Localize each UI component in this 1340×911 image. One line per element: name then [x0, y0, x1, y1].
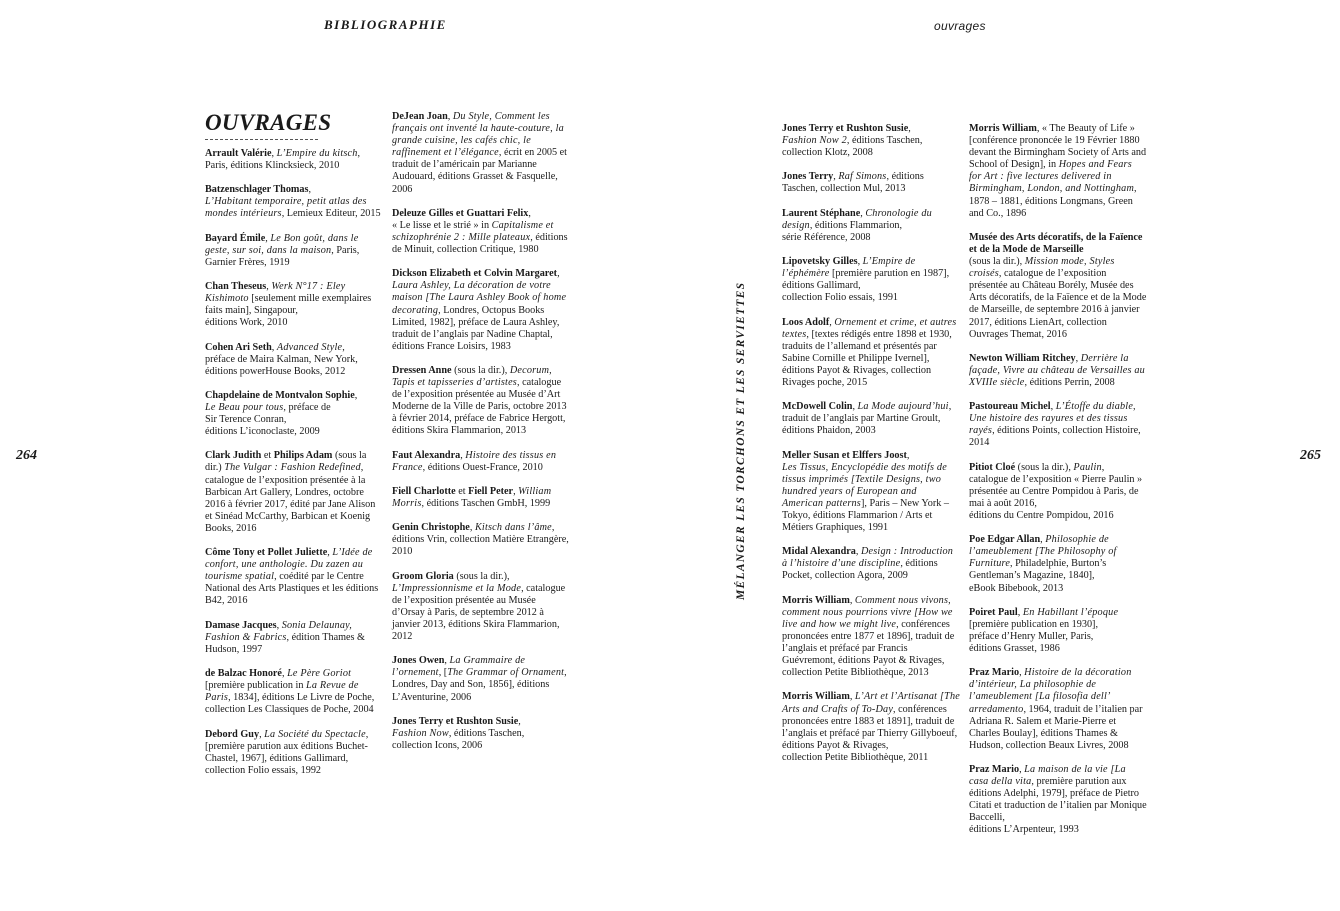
entry-author: Chan Theseus [205, 281, 267, 293]
bibliography-entry [969, 764, 1147, 837]
entry-details: , [1075, 352, 1081, 364]
entry-details: eBook Bibebook, 2013 [969, 582, 1064, 594]
entry-details: (sous la dir.), [453, 570, 510, 582]
entry-author: Jones Terry et Rushton Susie [782, 123, 909, 134]
entry-details: , catalogue de l’exposition présentée au Musée d’Art Moderne de la Ville de Paris, octobre 2013 à février 2014, préface de Fabrice Hergott, éditions Skira Flammarion, 2013 [392, 377, 567, 437]
bibliography-entry [782, 317, 960, 390]
bibliography-column-4 [969, 123, 1147, 849]
entry-title: The Grammar of Ornament [447, 667, 565, 679]
bibliography-entry [205, 342, 383, 378]
entry-title: Le Bon goût, dans le geste, sur soi, dans la maison [205, 232, 359, 256]
entry-details: , [557, 268, 560, 280]
entry-details: éditions Grasset, 1986 [969, 643, 1060, 655]
entry-details: , [857, 256, 863, 268]
bibliography-entry [392, 268, 570, 353]
entry-details: , [265, 232, 271, 244]
bibliography-entry [969, 123, 1147, 220]
bibliography-entry [392, 486, 570, 510]
entry-details: éditions du Centre Pompidou, 2016 [969, 510, 1114, 521]
entry-title: Capitalisme et schizophrénie 2 : Mille plateaux [392, 219, 554, 243]
entry-author: Pitiot Cloé [969, 461, 1016, 473]
entry-details: , conférences prononcées entre 1883 et 1891], traduit de l’anglais et préfacé par Thierry Gillyboeuf, [782, 703, 958, 739]
entry-details: , éditions Pocket, collection Agora, 2009 [782, 558, 938, 582]
entry-details: [seulement mille exemplaires faits main], Singapour, [205, 293, 372, 317]
entry-details: , traduit de l’anglais par Martine Groult, éditions Phaidon, 2003 [782, 401, 952, 437]
entry-title: Advanced Style [276, 341, 343, 353]
entry-details: , [908, 123, 911, 134]
entry-details: ], Paris – New York – Tokyo, éditions Flammarion / Arts et Métiers Graphiques, 1991 [782, 497, 949, 534]
bibliography-entry [969, 401, 1147, 449]
entry-title: L’Impressionnisme et la Mode [392, 582, 522, 594]
entry-title: Laura Ashley, La décoration de votre maison [The Laura Ashley Book of home decorating [392, 280, 567, 316]
entry-title: Fashion Now 2 [782, 135, 847, 147]
entry-author: Fiell Peter [468, 485, 514, 497]
entry-details: , Lemieux Editeur, 2015 [281, 208, 381, 220]
entry-details: , [259, 728, 265, 740]
entry-title: L’Étoffe du diable, Une histoire des rayures et des tissus rayés [969, 401, 1136, 437]
entry-details: , [849, 594, 855, 606]
entry-title: Comment nous vivons, comment nous pourrions vivre [How we live and how we might live [782, 594, 953, 630]
entry-author: Fiell Charlotte [392, 485, 456, 497]
entry-details: , [271, 148, 277, 159]
section-title-divider [205, 139, 318, 140]
entry-details: , [1101, 461, 1105, 473]
entry-author: Musée des Arts décoratifs, de la Faïence et de la Mode de Marseille [969, 231, 1143, 255]
entry-author: Morris William [969, 123, 1037, 134]
entry-author: Genin Christophe [392, 522, 470, 534]
entry-details: , écrit en 2005 et traduit de l’américain par Marianne Audouard, éditions Grasset & Fasquelle, 2006 [392, 147, 568, 195]
entry-details: , [327, 547, 333, 559]
entry-title: Ornement et crime, et autres textes [782, 316, 957, 340]
entry-details: , [551, 522, 555, 534]
entry-details: , [518, 715, 521, 727]
bibliography-entry [205, 547, 383, 607]
entry-details: , [855, 546, 861, 558]
entry-details: , [textes rédigés entre 1898 et 1930, traduits de l’allemand et présentés par Sabine Cornille et Philippe Ivernel], éditions Payot & Rivages, collection Rivages poche, 2015 [782, 328, 952, 388]
entry-details: , 1878 – 1881, éditions Longmans, Green and Co., 1896 [969, 183, 1137, 219]
entry-details: , catalogue de l’exposition présentée au Musée d’Orsay à Paris, de septembre 2012 à janvier 2013, éditions Skira Flammarion, 2012 [392, 582, 566, 643]
entry-details: (sous la dir.) [205, 450, 367, 474]
entry-details: « Le lisse et le strié » in [392, 219, 492, 231]
entry-details: , [1019, 763, 1025, 775]
entry-title: En Habillant l’époque [1022, 606, 1119, 618]
bibliography-entry [782, 208, 960, 244]
entry-details: [première parution aux éditions Buchet-Chastel, 1967], éditions Gallimard, collection Folio essais, 1992 [205, 740, 368, 776]
entry-details: série Référence, 2008 [782, 231, 871, 243]
entry-title: Werk N°17 : Eley Kishimoto [205, 281, 346, 305]
bibliography-entry [782, 123, 960, 159]
entry-author: Arrault Valérie [205, 148, 272, 159]
entry-author: Faut Alexandra [392, 449, 461, 461]
entry-details: , [829, 316, 835, 328]
entry-details: et [455, 485, 469, 497]
entry-details: , [276, 619, 282, 631]
bibliography-entry [205, 184, 383, 220]
entry-details: collection Petite Bibliothèque, 2011 [782, 751, 929, 763]
entry-details: , [528, 207, 531, 219]
bibliography-column-1 [205, 148, 383, 789]
entry-details: , [365, 728, 369, 740]
entry-details: , éditions Flammarion, [809, 219, 903, 231]
bibliography-column-3 [782, 123, 960, 776]
entry-details: [première publication en 1930], [969, 618, 1098, 630]
entry-details: catalogue de l’exposition « Pierre Paulin » présentée au Centre Pompidou à Paris, de mai à août 2016, [969, 473, 1143, 509]
entry-author: de Balzac Honoré [205, 668, 282, 680]
entry-details: , [357, 148, 361, 159]
bibliography-entry [205, 729, 383, 777]
entry-details: éditions Work, 2010 [205, 317, 288, 329]
bibliography-entry [782, 256, 960, 304]
entry-details: [première parution en 1987], [829, 268, 950, 280]
entry-details: , 1964, traduit de l’italien par Adriana R. Salem et Marie-Pierre et Charles Boulay], éditions Thames & Hudson, collection Beaux Livres, 2008 [969, 703, 1143, 751]
bibliography-entry [969, 462, 1147, 522]
entry-author: Morris William [782, 691, 850, 703]
entry-details: , [308, 184, 312, 196]
bibliography-entry [392, 365, 570, 438]
bibliography-entry [782, 595, 960, 680]
entry-title: La Revue de Paris [205, 680, 359, 704]
entry-author: Damase Jacques [205, 619, 277, 631]
bibliography-entry [392, 522, 570, 558]
entry-details: , [852, 401, 858, 413]
entry-details: et [261, 450, 274, 462]
section-title: OUVRAGES [205, 110, 332, 135]
entry-author: Clark Judith [205, 450, 262, 462]
entry-author: Loos Adolf [782, 316, 830, 328]
entry-details: éditions Gallimard, [782, 280, 861, 292]
entry-title: L’Habitant temporaire, petit atlas des mondes intérieurs [205, 196, 367, 220]
entry-details: , éditions Taschen, [448, 727, 525, 739]
entry-details: Paris, éditions Klincksieck, 2010 [205, 160, 340, 172]
entry-author: Morris William [782, 594, 850, 606]
entry-details: , éditions Points, collection Histoire, 2014 [969, 425, 1141, 449]
page-number-right: 265 [1300, 448, 1321, 463]
entry-author: Debord Guy [205, 728, 260, 740]
entry-details: , Philadelphie, Burton’s Gentleman’s Magazine, 1840], [969, 558, 1107, 582]
entry-details: , [1040, 534, 1046, 546]
entry-title: L’Idée de confort, une anthologie. Du zazen au tourisme spatial [205, 547, 373, 583]
entry-details: , [444, 655, 450, 667]
entry-author: Dressen Anne [392, 364, 452, 376]
entry-details: , [849, 691, 855, 703]
entry-author: Poiret Paul [969, 606, 1018, 618]
bibliography-entry [205, 450, 383, 535]
entry-details: , [281, 668, 288, 680]
entry-details: (sous la dir.), [451, 364, 510, 376]
entry-details: , [513, 485, 519, 497]
entry-title: Raf Simons [838, 171, 887, 183]
entry-title: Kitsch dans l’âme [474, 522, 552, 534]
entry-details: collection Folio essais, 1991 [782, 292, 899, 304]
entry-author: Jones Owen [392, 655, 445, 667]
vertical-spine-title: MÉLANGER LES TORCHONS ET LES SERVIETTES [735, 281, 747, 600]
entry-author: Meller Susan et Elffers Joost [782, 449, 907, 461]
entry-author: Philips Adam [273, 450, 333, 462]
entry-author: Groom Gloria [392, 570, 454, 582]
entry-author: Jones Terry [782, 171, 834, 183]
entry-details: , éditions Ouest-France, 2010 [422, 461, 543, 473]
entry-title: Philosophie de l’ameublement [The Philosophy of Furniture [969, 534, 1117, 570]
entry-details: , [1019, 667, 1025, 679]
bibliography-entry [969, 607, 1147, 655]
entry-details: , [447, 111, 453, 122]
entry-title: The Vulgar : Fashion Redefined [224, 462, 361, 474]
entry-author: Cohen Ari Seth [205, 341, 272, 353]
entry-details: préface d’Henry Muller, Paris, [969, 630, 1094, 642]
entry-title: Du Style, Comment les français ont inventé la haute-couture, la grande cuisine, les cafés chic, le raffinement et l’élégance [392, 111, 564, 159]
entry-title: La maison de la vie [La casa della vita [969, 763, 1126, 788]
entry-details: Sir Terence Conran, [205, 414, 287, 426]
bibliography-entry [782, 171, 960, 195]
entry-details: , préface de [283, 401, 331, 413]
entry-title: Le Père Goriot [287, 668, 352, 680]
entry-author: Bayard Émile [205, 232, 266, 244]
entry-details: , édition Thames & Hudson, 1997 [205, 631, 365, 655]
entry-details: préface de Maira Kalman, New York, éditions powerHouse Books, 2012 [205, 353, 358, 377]
entry-details: , Paris, Garnier Frères, 1919 [205, 244, 360, 268]
entry-title: Mission mode, Styles croisés [969, 256, 1115, 280]
entry-title: La Grammaire de l’ornement [392, 655, 526, 679]
entry-author: Midal Alexandra [782, 546, 856, 558]
entry-details: , conférences prononcées entre 1877 et 1896], traduit de l’anglais et préfacé par Francis Guévremont, éditions Payot & Rivages, collection Petite Bibliothèque, 2013 [782, 618, 955, 679]
entry-title: Les Tissus, Encyclopédie des motifs de tissus imprimés [Textile Designs, two hundred years of European and American patterns [782, 461, 947, 509]
bibliography-entry [969, 353, 1147, 389]
bibliography-entry [205, 148, 383, 172]
entry-details: , 1834], éditions Le Livre de Poche, collection Les Classiques de Poche, 2004 [205, 692, 375, 716]
bibliography-entry [782, 546, 960, 582]
entry-details: , coédité par le Centre National des Arts Plastiques et les éditions B42, 2016 [205, 571, 379, 607]
entry-author: Deleuze Gilles et Guattari Felix [392, 207, 529, 219]
entry-author: Batzenschlager Thomas [205, 184, 309, 196]
entry-author: Jones Terry et Rushton Susie [392, 715, 519, 727]
entry-details: , [ [438, 667, 448, 679]
entry-details: collection Klotz, 2008 [782, 147, 873, 159]
entry-details: éditions Vrin, collection Matière Etrangère, 2010 [392, 534, 569, 558]
entry-author: Newton William Ritchey [969, 352, 1076, 364]
entry-details: , catalogue de l’exposition présentée au Château Borély, Musée des Arts décoratifs, de la Faïence et de la Mode de Marseille, de septembre 2016 à janvier 2017, éditions LienArt, collection Ouvrages Themat, 2016 [969, 268, 1147, 340]
entry-author: Lipovetsky Gilles [782, 256, 858, 268]
entry-title: Sonia Delaunay, Fashion & Fabrics [205, 619, 353, 643]
entry-title: Histoire de la décoration d’intérieur, La philosophie de l’ameublement [La filosofia dell’ arredamento [969, 667, 1132, 715]
entry-details: éditions L’Arpenteur, 1993 [969, 824, 1079, 836]
entry-author: McDowell Colin [782, 401, 853, 413]
running-header-right: ouvrages [934, 19, 986, 33]
bibliography-entry [392, 450, 570, 474]
entry-title: Hopes and Fears for Art : five lectures delivered in Birmingham, London, and Nottingham [969, 159, 1134, 195]
entry-details: , éditions Taschen, collection Mul, 2013 [782, 171, 924, 195]
entry-details: , « The Beauty of Life » [conférence prononcée le 19 Février 1880 devant the Birmingham Society of Arts and School of Design], in [969, 123, 1147, 171]
bibliography-entry [205, 390, 383, 438]
entry-details: , [1017, 606, 1023, 618]
entry-title: Le Beau pour tous [205, 401, 284, 413]
bibliography-entry [392, 111, 570, 196]
entry-author: DeJean Joan [392, 111, 448, 122]
entry-details: , [833, 171, 839, 183]
entry-details: [première publication in [205, 680, 306, 692]
entry-details: , éditions de Minuit, collection Critique, 1980 [392, 231, 568, 256]
entry-details: collection Icons, 2006 [392, 739, 483, 751]
bibliography-entry [205, 620, 383, 656]
entry-details: , [271, 341, 277, 353]
entry-details: , [266, 281, 272, 293]
entry-author: Laurent Stéphane [782, 207, 861, 219]
entry-author: Pastoureau Michel [969, 401, 1051, 413]
entry-title: Decorum, Tapis et tapisseries d’artistes [392, 364, 552, 389]
entry-details: éditions L’iconoclaste, 2009 [205, 426, 320, 438]
page-number-left: 264 [16, 448, 37, 463]
running-header-left: BIBLIOGRAPHIE [324, 17, 447, 32]
entry-details: , éditions Perrin, 2008 [1024, 376, 1115, 388]
entry-details: (sous la dir.), [1015, 461, 1074, 473]
entry-details: , [354, 389, 358, 401]
entry-title: La Mode aujourd’hui [857, 401, 949, 413]
entry-author: Côme Tony et Pollet Juliette [205, 547, 328, 559]
entry-details: , Londres, Day and Son, 1856], éditions L’Aventurine, 2006 [392, 667, 567, 703]
entry-details: , éditions Taschen GmbH, 1999 [421, 498, 551, 509]
entry-details: , [460, 449, 466, 461]
bibliography-entry [205, 233, 383, 269]
bibliography-entry [782, 691, 960, 764]
bibliography-column-2 [392, 111, 570, 764]
entry-details: éditions Payot & Rivages, [782, 739, 889, 751]
entry-title: Fashion Now [392, 727, 449, 739]
entry-title: L’Empire de l’éphémère [782, 256, 916, 280]
entry-title: Paulin [1073, 461, 1102, 473]
bibliography-entry [205, 281, 383, 329]
entry-details: (sous la dir.), [969, 256, 1025, 268]
entry-details: , première parution aux éditions Adelphi, 1979], préface de Pietro Citati et traduction de l’italien par Monique Baccelli, [969, 776, 1147, 824]
bibliography-entry [782, 401, 960, 437]
entry-details: , [906, 449, 910, 461]
entry-details: , catalogue de l’exposition présentée à la Barbican Art Gallery, Londres, octobre 2016 à février 2017, édité par Jane Alison et Sinéad McCarthy, Barbican et Koenig Books, 2016 [205, 462, 376, 534]
entry-details: , [860, 207, 866, 219]
entry-author: Praz Mario [969, 667, 1020, 679]
entry-title: William Morris [392, 485, 552, 509]
bibliography-entry [969, 534, 1147, 594]
bibliography-entry [969, 667, 1147, 752]
entry-author: Poe Edgar Allan [969, 534, 1041, 546]
entry-details: , [469, 522, 475, 534]
entry-details: , [342, 341, 345, 353]
entry-title: Chronologie du design [782, 207, 932, 231]
bibliography-entry [782, 450, 960, 535]
entry-details: , Londres, Octopus Books Limited, 1982], préface de Laura Ashley, traduit de l’anglais par Nadine Chaptal, éditions France Loisirs, 1983 [392, 304, 560, 352]
entry-details: , éditions Taschen, [846, 135, 923, 147]
entry-title: Design : Introduction à l’histoire d’une discipline [782, 546, 954, 570]
entry-title: Derrière la façade, Vivre au château de Versailles au XVIIIe siècle [969, 352, 1145, 388]
bibliography-entry [392, 716, 570, 752]
entry-author: Dickson Elizabeth et Colvin Margaret [392, 268, 558, 280]
entry-author: Chapdelaine de Montvalon Sophie [205, 389, 355, 401]
entry-details: , [1050, 401, 1056, 413]
bibliography-entry [392, 571, 570, 644]
bibliography-entry [205, 668, 383, 716]
bibliography-entry [392, 655, 570, 703]
entry-title: L’Art et l’Artisanat [The Arts and Crafts of To-Day [782, 691, 961, 715]
entry-author: Praz Mario [969, 763, 1020, 775]
entry-title: L’Empire du kitsch [276, 148, 358, 159]
entry-title: Histoire des tissus en France [392, 449, 557, 473]
entry-title: La Société du Spectacle [264, 728, 366, 740]
bibliography-entry [969, 232, 1147, 341]
bibliography-entry [392, 208, 570, 256]
